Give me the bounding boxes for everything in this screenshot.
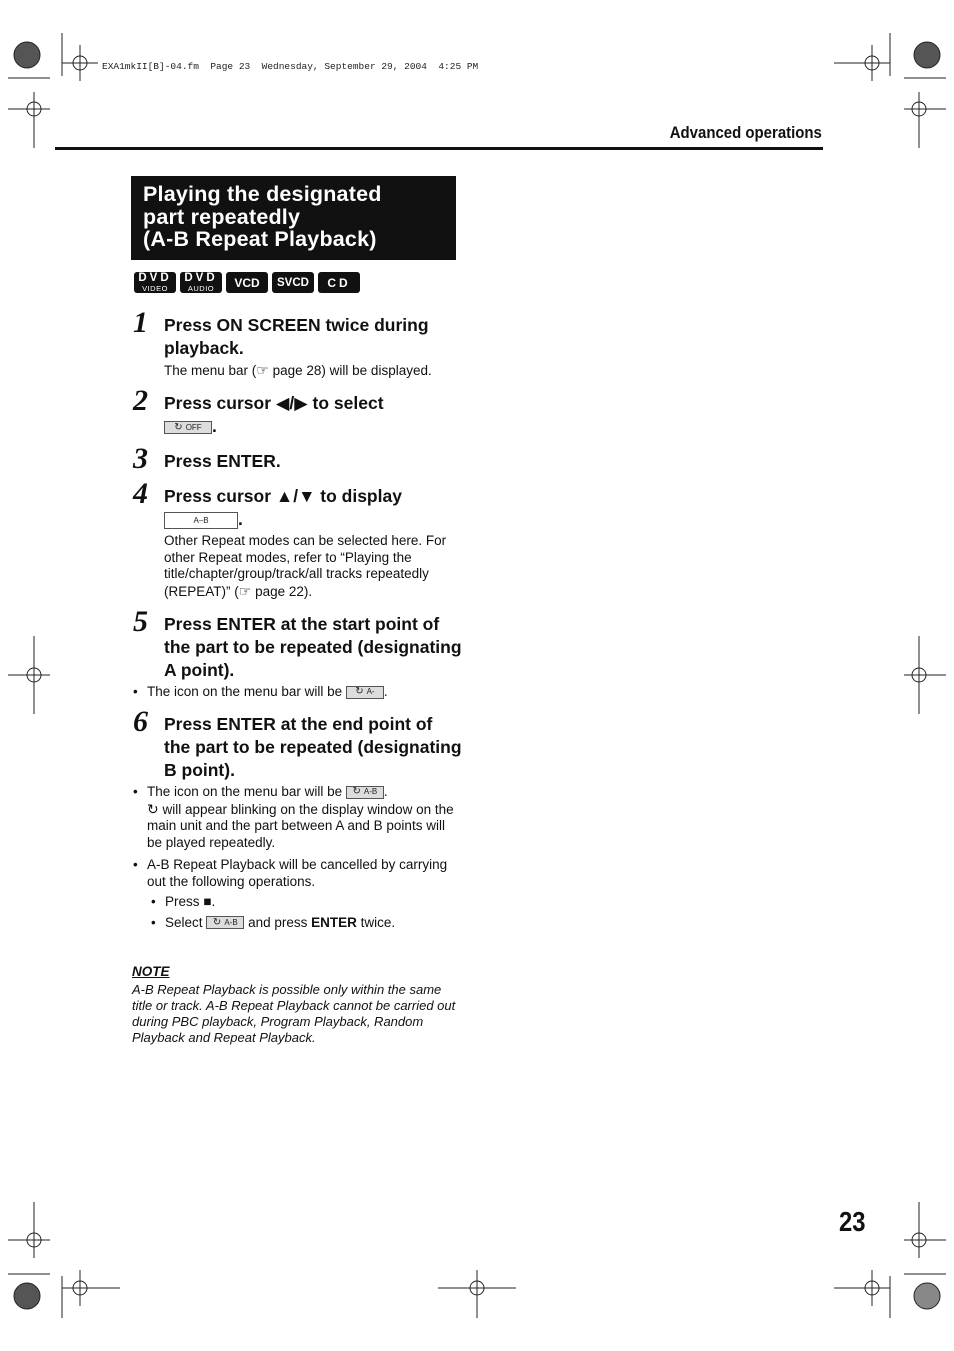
section-label: Advanced operations bbox=[669, 123, 822, 142]
step-heading: Press ON SCREEN twice during playback. bbox=[164, 315, 429, 358]
step-heading: Press cursor ▲/▼ to display A–B . bbox=[164, 486, 402, 529]
repeat-icon: ↻ bbox=[355, 686, 364, 698]
osd-repeat-off: ↻ OFF bbox=[164, 421, 212, 434]
pointing-hand-icon: ☞ bbox=[238, 582, 252, 599]
repeat-icon: ↻ bbox=[174, 421, 183, 433]
step-heading: Press cursor ◀/▶ to select ↻ OFF . bbox=[164, 392, 463, 438]
list-item: • The icon on the menu bar will be ↻ A-B . ↻ will appear blinking on the display window on the main unit and the part between A and B points will be played repeatedly. bbox=[133, 784, 463, 851]
svcd-badge: SVCD bbox=[272, 272, 314, 293]
cursor-right-icon: ▶ bbox=[294, 393, 308, 413]
header-rule bbox=[55, 147, 823, 150]
sub-bullets bbox=[147, 894, 463, 931]
step-number: 1 bbox=[133, 306, 148, 339]
step-3 bbox=[133, 442, 463, 475]
step-number: 6 bbox=[133, 705, 148, 738]
title-line: Playing the designated bbox=[143, 182, 382, 206]
note-text: A-B Repeat Playback is possible only within the same title or track. A-B Repeat Playback cannot be carried out during PBC playback, Program Playback, Random Playback and Repeat Playback. bbox=[132, 982, 456, 1045]
file-info-header: EXA1mkII[B]-04.fm Page 23 Wednesday, September 29, 2004 4:25 PM bbox=[102, 61, 479, 72]
osd-ab-mode: A–B bbox=[164, 512, 238, 529]
osd-repeat-ab: ↻ A-B bbox=[206, 916, 244, 929]
cd-badge: CD bbox=[318, 272, 360, 293]
step-number: 5 bbox=[133, 605, 148, 638]
step-heading: Press ENTER at the start point of the part to be repeated (designating A point). bbox=[164, 614, 462, 680]
step-1 bbox=[133, 306, 463, 380]
note-title: NOTE bbox=[132, 964, 170, 979]
disc-type-badges bbox=[134, 272, 360, 293]
step-5 bbox=[133, 605, 463, 704]
cursor-up-icon: ▲ bbox=[275, 486, 294, 506]
list-item: • Select ↻ A-B and press ENTER twice. bbox=[147, 915, 463, 932]
list-item: • Press ■. bbox=[147, 894, 463, 911]
section-title bbox=[131, 176, 456, 260]
repeat-indicator-icon: ↻ bbox=[147, 800, 159, 817]
dvd-audio-badge: DVD AUDIO bbox=[180, 272, 222, 293]
list-item: • A-B Repeat Playback will be cancelled by carrying out the following operations. • Press ■. • Select ↻ A-B and press ENTER twice. bbox=[133, 857, 463, 931]
step-heading: Press ENTER. bbox=[164, 451, 281, 471]
step-description: The menu bar (☞ page 28) will be displayed. bbox=[164, 362, 432, 378]
note-block bbox=[132, 964, 462, 1046]
step-6 bbox=[133, 705, 463, 935]
step-heading: Press ENTER at the end point of the part to be repeated (designating B point). bbox=[164, 714, 462, 780]
step-number: 4 bbox=[133, 477, 148, 510]
step-bullets bbox=[133, 784, 463, 931]
step-bullets bbox=[133, 684, 463, 701]
list-item: • The icon on the menu bar will be ↻ A- . bbox=[133, 684, 463, 701]
osd-repeat-a: ↻ A- bbox=[346, 686, 384, 699]
title-line: part repeatedly bbox=[143, 204, 301, 229]
repeat-icon: ↻ bbox=[352, 786, 361, 798]
step-4 bbox=[133, 477, 463, 600]
stop-icon: ■ bbox=[203, 894, 212, 909]
page-number: 23 bbox=[839, 1206, 866, 1237]
vcd-badge: VCD bbox=[226, 272, 268, 293]
title-line: (A-B Repeat Playback) bbox=[143, 227, 377, 251]
cursor-down-icon: ▼ bbox=[298, 486, 316, 506]
step-description: Other Repeat modes can be selected here. For other Repeat modes, refer to “Playing the title/chapter/group/track/all tracks repeatedly (REPEAT)” (☞ page 22). bbox=[164, 533, 447, 599]
dvd-video-badge: DVD VIDEO bbox=[134, 272, 176, 293]
repeat-icon: ↻ bbox=[212, 916, 222, 928]
step-number: 2 bbox=[133, 384, 148, 417]
pointing-hand-icon: ☞ bbox=[256, 362, 269, 378]
step-number: 3 bbox=[133, 442, 148, 475]
step-2 bbox=[133, 384, 463, 438]
cursor-left-icon: ◀ bbox=[275, 393, 290, 413]
osd-repeat-ab: ↻ A-B bbox=[346, 786, 384, 799]
